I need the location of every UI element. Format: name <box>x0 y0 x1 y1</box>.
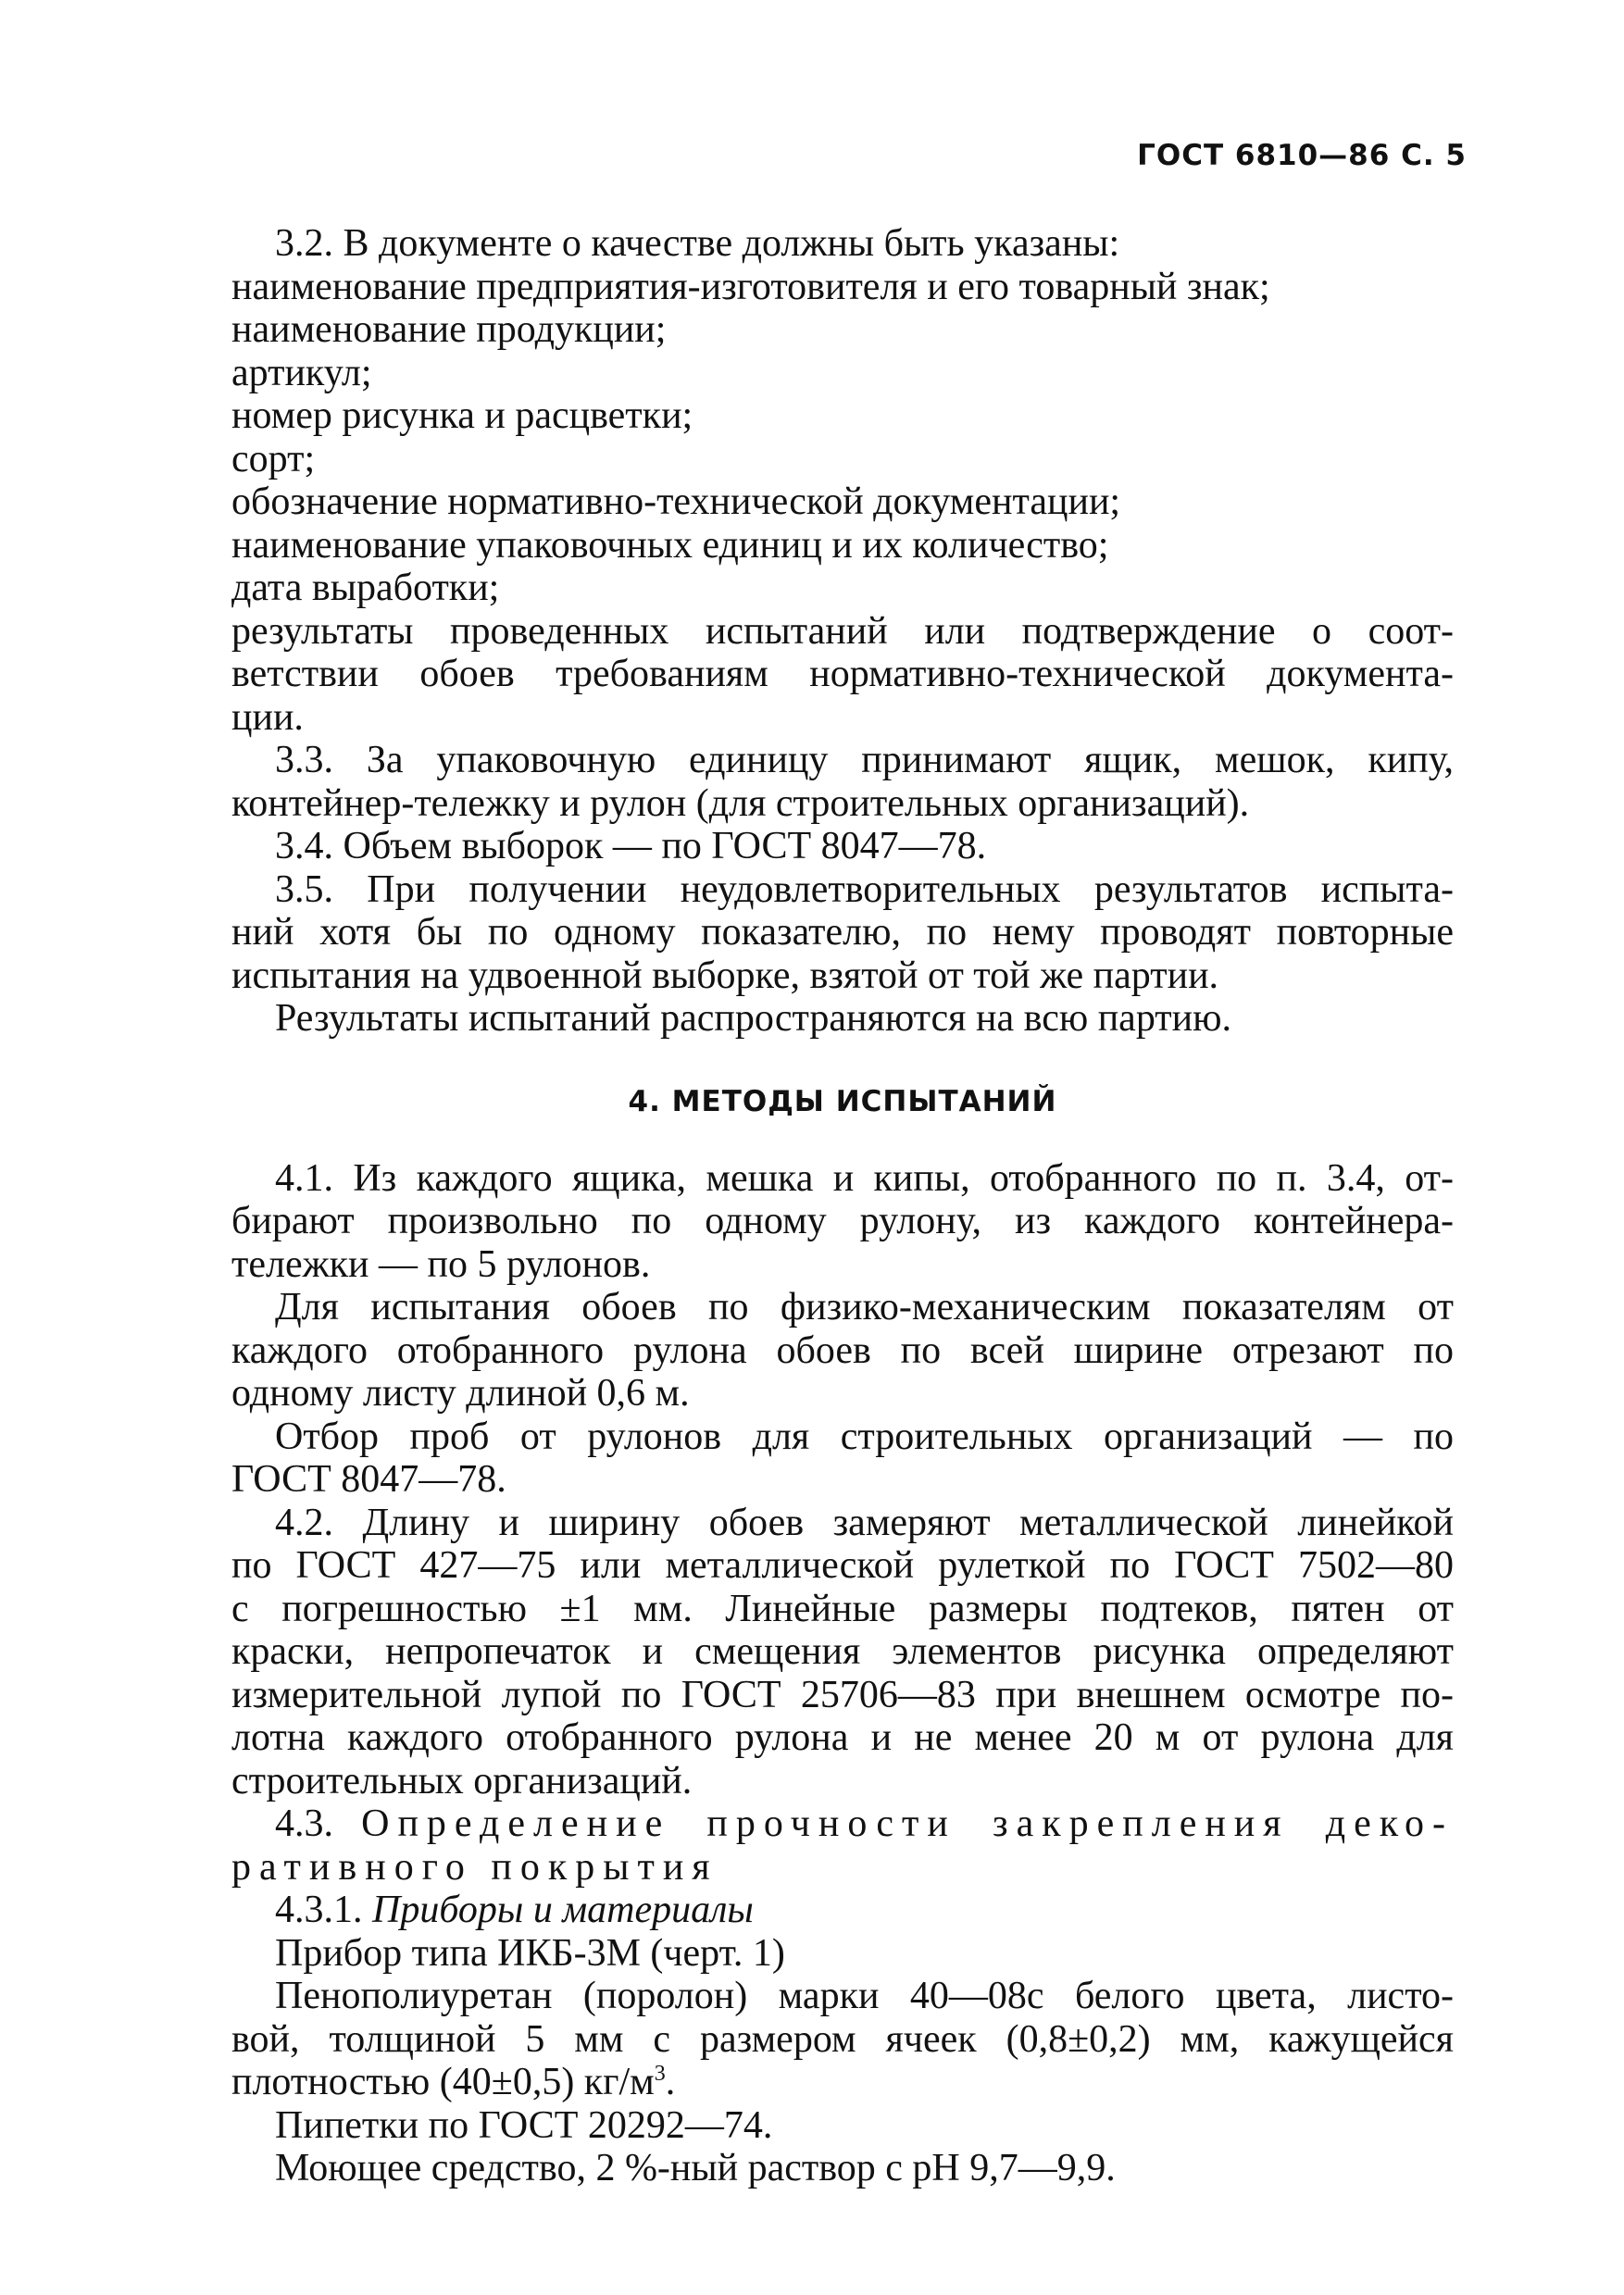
clause-number: 4.3. <box>275 1802 333 1845</box>
clause-4-2-line: строительных организаций. <box>231 1759 693 1802</box>
foam-item-line: Пенополиуретан (поролон) марки 40—08с белого цвета, листо- <box>275 1975 1454 2017</box>
clause-4-1-selection-line: ГОСТ 8047—78. <box>231 1458 506 1501</box>
results-line: ции. <box>231 695 304 739</box>
clause-3-3-line: 3.3. За упаковочную единицу принимают ящик, мешок, кипу, <box>275 739 1454 781</box>
clause-3-5-line: ний хотя бы по одному показателю, по нему проводят повторные <box>231 911 1454 954</box>
clause-4-1-sampling-line: одному листу длиной 0,6 м. <box>231 1372 690 1415</box>
clause-4-1-sampling-line: Для испытания обоев по физико-механическим показателям от <box>275 1286 1454 1328</box>
clause-3-5-line: 3.5. При получении неудовлетворительных результатов испыта- <box>275 867 1454 911</box>
list-item: наименование упаковочных единиц и их количество; <box>231 523 1109 567</box>
clause-number: 4.3.1. <box>275 1889 363 1931</box>
clause-4-2-line: краски, непропечаток и смещения элементов рисунка определяют <box>231 1630 1454 1673</box>
clause-3-5-results: Результаты испытаний распространяются на всю партию. <box>275 997 1231 1040</box>
page-header: ГОСТ 6810—86 С. 5 <box>1137 139 1467 172</box>
foam-end: . <box>665 2061 676 2103</box>
clause-4-2-line: 4.2. Длину и ширину обоев замеряют металлической линейкой <box>275 1501 1454 1544</box>
list-item: наименование продукции; <box>231 308 667 351</box>
clause-4-1-line: тележки — по 5 рулонов. <box>231 1242 651 1286</box>
clause-3-3-line: контейнер-тележку и рулон (для строительных организаций). <box>231 781 1250 825</box>
foam-item-line: вой, толщиной 5 мм с размером ячеек (0,8±0,2) мм, кажущейся <box>231 2017 1454 2061</box>
device-item: Прибор типа ИКБ-3М (черт. 1) <box>275 1931 785 1975</box>
list-item: артикул; <box>231 351 372 394</box>
foam-density-text: плотностью (40±0,5) кг/м <box>231 2061 655 2103</box>
clause-3-2-intro: 3.2. В документе о качестве должны быть указаны: <box>275 222 1120 265</box>
list-item: сорт; <box>231 437 316 480</box>
results-line: ветствии обоев требованиям нормативно-технической документа- <box>231 653 1454 695</box>
clause-4-1-selection-line: Отбор проб от рулонов для строительных организаций — по <box>275 1415 1454 1458</box>
clause-4-2-line: по ГОСТ 427—75 или металлической рулеткой по ГОСТ 7502—80 <box>231 1544 1454 1587</box>
clause-4-3-1-heading <box>231 1889 1454 1932</box>
clause-3-4: 3.4. Объем выборок — по ГОСТ 8047—78. <box>275 825 987 867</box>
list-item: наименование предприятия-изготовителя и его товарный знак; <box>231 265 1270 308</box>
list-item: номер рисунка и расцветки; <box>231 394 693 437</box>
results-line: результаты проведенных испытаний или подтверждение о соот- <box>231 609 1454 653</box>
clause-4-3-1-title: Приборы и материалы <box>372 1889 754 1931</box>
document-body <box>231 222 1454 2190</box>
clause-4-1-line: бирают произвольно по одному рулону, из каждого контейнера- <box>231 1200 1454 1242</box>
clause-4-1-line: 4.1. Из каждого ящика, мешка и кипы, отобранного по п. 3.4, от- <box>275 1156 1454 1200</box>
clause-3-5-line: испытания на удвоенной выборке, взятой от той же партии. <box>231 954 1219 997</box>
clause-4-2-line: лотна каждого отобранного рулона и не менее 20 м от рулона для <box>231 1716 1454 1759</box>
clause-4-3-title: Определение прочности закрепления деко- <box>361 1802 1454 1845</box>
clause-4-2-line: измерительной лупой по ГОСТ 25706—83 при внешнем осмотре по- <box>231 1673 1454 1716</box>
foam-item-line <box>231 2061 1454 2104</box>
list-item: дата выработки; <box>231 567 500 609</box>
section-title: 4. МЕТОДЫ ИСПЫТАНИЙ <box>628 1084 1057 1118</box>
list-item: обозначение нормативно-технической документации; <box>231 480 1121 523</box>
pipettes-item: Пипетки по ГОСТ 20292—74. <box>275 2103 773 2147</box>
clause-4-2-line: с погрешностью ±1 мм. Линейные размеры подтеков, пятен от <box>231 1587 1454 1630</box>
clause-4-1-sampling-line: каждого отобранного рулона обоев по всей ширине отрезают по <box>231 1328 1454 1372</box>
clause-4-3-heading <box>231 1802 1454 1846</box>
clause-4-3-title-cont: ративного покрытия <box>231 1845 718 1889</box>
superscript: 3 <box>654 2062 666 2086</box>
detergent-item: Моющее средство, 2 %-ный раствор с рН 9,7—9,9. <box>275 2147 1116 2189</box>
